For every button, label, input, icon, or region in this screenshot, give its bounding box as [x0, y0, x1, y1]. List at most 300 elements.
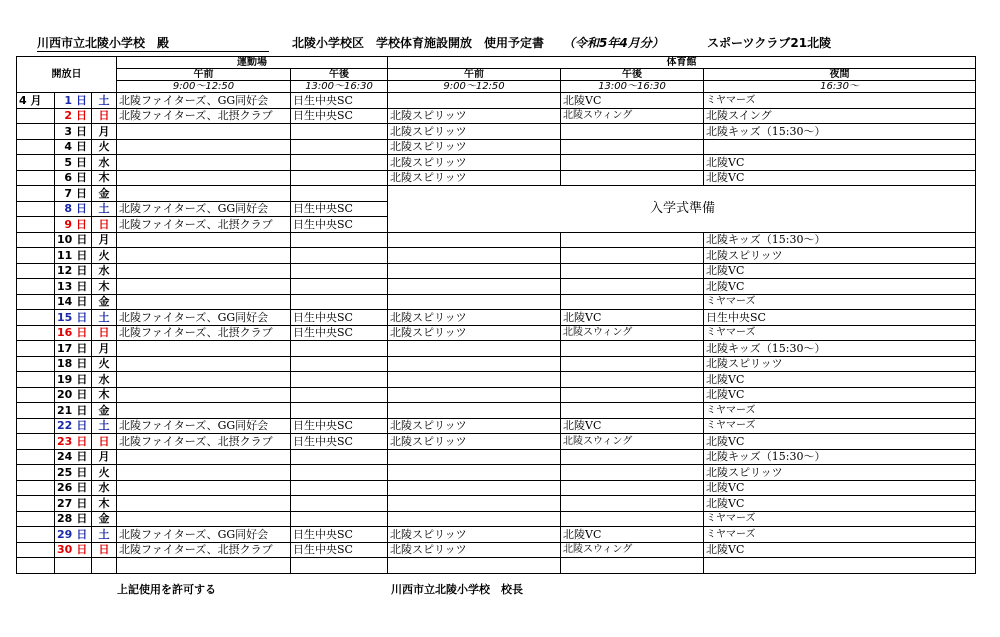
day-suffix: 日	[76, 527, 88, 541]
gym-night-cell: ミヤマーズ	[704, 527, 976, 543]
weekday-cell: 火	[92, 248, 117, 264]
day-number: 25	[57, 465, 73, 479]
gym-night-cell: 北陵VC	[704, 170, 976, 186]
table-row	[17, 449, 976, 465]
month-cell	[17, 139, 55, 155]
weekday-cell: 土	[92, 310, 117, 326]
month-cell	[17, 201, 55, 217]
gym-pm-cell	[561, 139, 704, 155]
gym-am-cell: 北陵スピリッツ	[388, 155, 561, 171]
table-row	[17, 542, 976, 558]
day-cell	[55, 403, 92, 419]
open-day-header: 開放日	[17, 57, 117, 93]
gym-night-cell: 北陵スイング	[704, 108, 976, 124]
gym-pm-cell	[561, 263, 704, 279]
gym-pm-cell	[561, 248, 704, 264]
table-row	[17, 527, 976, 543]
weekday-cell: 水	[92, 480, 117, 496]
gym-pm-cell: 北陵VC	[561, 418, 704, 434]
ground-am-cell	[117, 170, 291, 186]
gym-night-cell	[704, 139, 976, 155]
day-cell	[55, 139, 92, 155]
weekday-cell: 木	[92, 279, 117, 295]
gym-night-cell: ミヤマーズ	[704, 294, 976, 310]
gym-night-cell: 日生中央SC	[704, 310, 976, 326]
gym-am-cell: 北陵スピリッツ	[388, 542, 561, 558]
ground-am-cell: 北陵ファイターズ、北摂クラブ	[117, 325, 291, 341]
month-cell	[17, 310, 55, 326]
gym-am-time: 9:00～12:50	[388, 81, 561, 93]
day-cell	[55, 248, 92, 264]
table-row	[17, 248, 976, 264]
ground-am-cell: 北陵ファイターズ、GG同好会	[117, 310, 291, 326]
ground-pm-cell: 日生中央SC	[291, 418, 388, 434]
weekday-cell: 金	[92, 511, 117, 527]
day-number: 7	[64, 186, 72, 200]
gym-am-cell: 北陵スピリッツ	[388, 170, 561, 186]
gym-am-cell	[388, 465, 561, 481]
gym-night-cell: 北陵VC	[704, 372, 976, 388]
ground-pm-cell	[291, 170, 388, 186]
gym-pm-cell	[561, 341, 704, 357]
ground-am-cell	[117, 248, 291, 264]
weekday-cell: 水	[92, 263, 117, 279]
gym-night-cell: 北陵VC	[704, 155, 976, 171]
ground-pm-cell	[291, 387, 388, 403]
month-cell	[17, 294, 55, 310]
table-row	[17, 480, 976, 496]
table-row	[17, 356, 976, 372]
ground-pm-cell	[291, 139, 388, 155]
ground-pm-cell: 日生中央SC	[291, 217, 388, 233]
gym-pm-cell: 北陵VC	[561, 310, 704, 326]
gym-am-cell	[388, 496, 561, 512]
ground-pm-cell	[291, 248, 388, 264]
gym-pm-cell	[561, 496, 704, 512]
month-cell	[17, 217, 55, 233]
day-number: 27	[57, 496, 73, 510]
day-number: 17	[57, 341, 73, 355]
ground-pm-cell	[291, 155, 388, 171]
gym-am-cell	[388, 387, 561, 403]
day-cell	[55, 294, 92, 310]
day-suffix: 日	[76, 434, 88, 448]
ground-am-cell	[117, 496, 291, 512]
weekday-cell: 日	[92, 542, 117, 558]
ground-am-cell	[117, 372, 291, 388]
day-number: 12	[57, 264, 73, 278]
day-number: 22	[57, 419, 73, 433]
gym-pm-cell: 北陵スウィング	[561, 325, 704, 341]
gym-pm-cell	[561, 294, 704, 310]
gym-pm-cell: 北陵スウィング	[561, 108, 704, 124]
gym-night-cell: 北陵キッズ（15:30～）	[704, 449, 976, 465]
ground-am-cell	[117, 465, 291, 481]
table-row	[17, 418, 976, 434]
day-cell	[55, 124, 92, 140]
empty-cell	[17, 558, 55, 574]
ground-pm-cell	[291, 511, 388, 527]
day-cell	[55, 449, 92, 465]
gym-am-cell	[388, 511, 561, 527]
month-cell: 4 月	[17, 93, 55, 109]
day-cell	[55, 372, 92, 388]
ground-am-cell	[117, 480, 291, 496]
day-number: 9	[64, 217, 72, 231]
weekday-cell: 火	[92, 356, 117, 372]
ground-am-time: 9:00～12:50	[117, 81, 291, 93]
day-number: 29	[57, 527, 73, 541]
table-row	[17, 170, 976, 186]
gym-am-cell	[388, 263, 561, 279]
gym-night-cell: 北陵VC	[704, 263, 976, 279]
gym-pm-header: 午後	[561, 69, 704, 81]
day-suffix: 日	[76, 481, 88, 495]
day-suffix: 日	[76, 202, 87, 216]
day-suffix: 日	[76, 512, 88, 526]
month-cell	[17, 325, 55, 341]
gym-pm-cell	[561, 170, 704, 186]
gym-pm-cell	[561, 449, 704, 465]
month-cell	[17, 496, 55, 512]
day-cell	[55, 93, 92, 109]
ground-am-cell	[117, 294, 291, 310]
month-cell	[17, 186, 55, 202]
table-row	[17, 403, 976, 419]
day-suffix: 日	[76, 217, 87, 231]
day-suffix: 日	[76, 279, 88, 293]
empty-cell	[291, 558, 388, 574]
day-number: 3	[64, 124, 72, 138]
ground-pm-cell	[291, 294, 388, 310]
day-number: 15	[57, 310, 73, 324]
day-cell	[55, 325, 92, 341]
ground-pm-header: 午後	[291, 69, 388, 81]
ground-am-cell: 北陵ファイターズ、GG同好会	[117, 93, 291, 109]
day-number: 16	[57, 326, 73, 340]
weekday-cell: 火	[92, 465, 117, 481]
weekday-cell: 日	[92, 434, 117, 450]
ground-am-header: 午前	[117, 69, 291, 81]
gym-night-cell: ミヤマーズ	[704, 418, 976, 434]
gym-night-cell: ミヤマーズ	[704, 93, 976, 109]
day-suffix: 日	[76, 248, 88, 262]
weekday-cell: 水	[92, 372, 117, 388]
table-row	[17, 325, 976, 341]
day-cell	[55, 387, 92, 403]
day-suffix: 日	[76, 109, 87, 123]
day-cell	[55, 356, 92, 372]
day-suffix: 日	[76, 93, 87, 107]
day-suffix: 日	[76, 419, 88, 433]
gym-am-cell	[388, 93, 561, 109]
ground-pm-cell	[291, 186, 388, 202]
gym-am-cell: 北陵スピリッツ	[388, 527, 561, 543]
gym-pm-cell	[561, 155, 704, 171]
ground-am-cell	[117, 155, 291, 171]
gym-pm-cell: 北陵VC	[561, 527, 704, 543]
day-number: 2	[64, 109, 72, 123]
gym-pm-cell	[561, 356, 704, 372]
gym-night-cell: 北陵キッズ（15:30～）	[704, 232, 976, 248]
day-suffix: 日	[76, 155, 87, 169]
ground-am-cell	[117, 186, 291, 202]
empty-cell	[388, 558, 561, 574]
weekday-cell: 日	[92, 108, 117, 124]
day-suffix: 日	[76, 186, 87, 200]
gym-am-cell	[388, 449, 561, 465]
day-suffix: 日	[76, 403, 88, 417]
ground-pm-cell	[291, 341, 388, 357]
month-cell	[17, 465, 55, 481]
weekday-cell: 土	[92, 201, 117, 217]
gym-am-cell: 北陵スピリッツ	[388, 434, 561, 450]
month-cell	[17, 263, 55, 279]
gym-night-cell: 北陵スピリッツ	[704, 356, 976, 372]
day-number: 18	[57, 357, 73, 371]
table-row	[17, 465, 976, 481]
day-suffix: 日	[76, 310, 88, 324]
day-suffix: 日	[76, 465, 88, 479]
weekday-cell: 金	[92, 294, 117, 310]
period-label: （令和5年4月分）	[563, 36, 664, 50]
month-cell	[17, 372, 55, 388]
table-row	[17, 232, 976, 248]
gym-pm-cell: 北陵スウィング	[561, 542, 704, 558]
weekday-cell: 木	[92, 387, 117, 403]
day-number: 6	[64, 171, 72, 185]
weekday-cell: 土	[92, 93, 117, 109]
month-cell	[17, 527, 55, 543]
ground-am-cell	[117, 403, 291, 419]
day-suffix: 日	[76, 341, 88, 355]
table-row	[17, 496, 976, 512]
day-cell	[55, 542, 92, 558]
ground-pm-cell: 日生中央SC	[291, 434, 388, 450]
gym-am-cell	[388, 341, 561, 357]
ground-pm-cell: 日生中央SC	[291, 108, 388, 124]
day-cell	[55, 263, 92, 279]
gym-pm-cell	[561, 465, 704, 481]
weekday-cell: 月	[92, 124, 117, 140]
gym-pm-cell	[561, 511, 704, 527]
ground-am-cell	[117, 341, 291, 357]
day-suffix: 日	[76, 264, 88, 278]
gym-pm-cell: 北陵VC	[561, 93, 704, 109]
day-cell	[55, 341, 92, 357]
day-cell	[55, 170, 92, 186]
ground-pm-cell	[291, 372, 388, 388]
weekday-cell: 月	[92, 341, 117, 357]
table-row	[17, 511, 976, 527]
gym-pm-cell	[561, 279, 704, 295]
ground-am-cell	[117, 449, 291, 465]
gym-night-cell: 北陵VC	[704, 434, 976, 450]
day-cell	[55, 186, 92, 202]
day-number: 20	[57, 388, 73, 402]
weekday-cell: 日	[92, 325, 117, 341]
day-number: 8	[64, 202, 72, 216]
day-cell	[55, 480, 92, 496]
gym-night-cell: 北陵VC	[704, 542, 976, 558]
day-suffix: 日	[76, 326, 88, 340]
day-number: 14	[57, 295, 73, 309]
gym-header: 体育館	[388, 57, 976, 69]
ground-pm-cell	[291, 449, 388, 465]
day-cell	[55, 418, 92, 434]
weekday-cell: 月	[92, 449, 117, 465]
table-row-empty	[17, 558, 976, 574]
table-row	[17, 434, 976, 450]
ground-am-cell: 北陵ファイターズ、GG同好会	[117, 418, 291, 434]
gym-pm-cell	[561, 124, 704, 140]
weekday-cell: 土	[92, 527, 117, 543]
gym-night-cell: 北陵キッズ（15:30～）	[704, 341, 976, 357]
gym-am-cell: 北陵スピリッツ	[388, 108, 561, 124]
ground-pm-cell: 日生中央SC	[291, 325, 388, 341]
ground-am-cell	[117, 232, 291, 248]
month-cell	[17, 248, 55, 264]
ground-pm-cell	[291, 480, 388, 496]
gym-am-cell	[388, 372, 561, 388]
ground-am-cell	[117, 139, 291, 155]
gym-am-cell	[388, 480, 561, 496]
day-suffix: 日	[76, 295, 88, 309]
month-cell	[17, 542, 55, 558]
day-suffix: 日	[76, 233, 88, 247]
ground-pm-time: 13:00～16:30	[291, 81, 388, 93]
ground-pm-cell	[291, 465, 388, 481]
empty-cell	[117, 558, 291, 574]
ground-am-cell: 北陵ファイターズ、北摂クラブ	[117, 217, 291, 233]
ground-am-cell	[117, 124, 291, 140]
day-number: 26	[57, 481, 73, 495]
gym-night-time: 16:30～	[704, 81, 976, 93]
gym-pm-cell	[561, 403, 704, 419]
day-number: 24	[57, 450, 73, 464]
gym-pm-time: 13:00～16:30	[561, 81, 704, 93]
day-number: 30	[57, 543, 73, 557]
day-cell	[55, 201, 92, 217]
ground-am-cell: 北陵ファイターズ、北摂クラブ	[117, 542, 291, 558]
gym-am-cell: 北陵スピリッツ	[388, 310, 561, 326]
gym-am-cell	[388, 248, 561, 264]
ground-am-cell: 北陵ファイターズ、GG同好会	[117, 201, 291, 217]
ground-pm-cell	[291, 124, 388, 140]
gym-night-cell: 北陵スピリッツ	[704, 248, 976, 264]
weekday-cell: 木	[92, 170, 117, 186]
ground-am-cell: 北陵ファイターズ、北摂クラブ	[117, 108, 291, 124]
table-row	[17, 341, 976, 357]
document-title: 北陵小学校区 学校体育施設開放 使用予定書	[292, 36, 545, 50]
day-suffix: 日	[76, 357, 88, 371]
day-cell	[55, 232, 92, 248]
day-number: 11	[57, 248, 73, 262]
ground-header: 運動場	[117, 57, 388, 69]
month-cell	[17, 108, 55, 124]
month-cell	[17, 511, 55, 527]
gym-merged-note: 入学式準備	[388, 186, 976, 233]
month-cell	[17, 480, 55, 496]
weekday-cell: 火	[92, 139, 117, 155]
day-number: 19	[57, 372, 73, 386]
month-cell	[17, 356, 55, 372]
day-suffix: 日	[76, 124, 87, 138]
weekday-cell: 金	[92, 186, 117, 202]
club-name: スポーツクラブ21北陵	[707, 36, 832, 50]
gym-am-cell	[388, 232, 561, 248]
weekday-cell: 水	[92, 155, 117, 171]
day-suffix: 日	[76, 543, 88, 557]
schedule-body	[17, 93, 976, 574]
month-cell	[17, 341, 55, 357]
month-cell	[17, 387, 55, 403]
ground-pm-cell	[291, 232, 388, 248]
day-cell	[55, 217, 92, 233]
table-row	[17, 155, 976, 171]
table-row	[17, 310, 976, 326]
table-row	[17, 372, 976, 388]
day-cell	[55, 465, 92, 481]
gym-pm-cell	[561, 387, 704, 403]
ground-pm-cell: 日生中央SC	[291, 542, 388, 558]
gym-night-cell: 北陵VC	[704, 496, 976, 512]
day-cell	[55, 434, 92, 450]
ground-pm-cell: 日生中央SC	[291, 201, 388, 217]
day-number: 1	[64, 93, 72, 107]
table-row	[17, 294, 976, 310]
table-row	[17, 387, 976, 403]
day-suffix: 日	[76, 140, 87, 154]
ground-pm-cell	[291, 263, 388, 279]
gym-night-cell: 北陵VC	[704, 480, 976, 496]
gym-am-cell: 北陵スピリッツ	[388, 418, 561, 434]
day-number: 5	[64, 155, 72, 169]
month-cell	[17, 124, 55, 140]
day-suffix: 日	[76, 450, 88, 464]
ground-am-cell	[117, 356, 291, 372]
gym-night-cell: 北陵VC	[704, 387, 976, 403]
ground-am-cell	[117, 511, 291, 527]
ground-pm-cell	[291, 279, 388, 295]
month-cell	[17, 434, 55, 450]
gym-night-cell: 北陵キッズ（15:30～）	[704, 124, 976, 140]
day-cell	[55, 496, 92, 512]
day-suffix: 日	[76, 496, 88, 510]
month-cell	[17, 279, 55, 295]
gym-am-cell	[388, 294, 561, 310]
empty-cell	[561, 558, 704, 574]
month-cell	[17, 232, 55, 248]
empty-cell	[55, 558, 92, 574]
day-suffix: 日	[76, 388, 88, 402]
gym-night-cell: 北陵VC	[704, 279, 976, 295]
table-row	[17, 93, 976, 109]
gym-pm-cell	[561, 480, 704, 496]
day-cell	[55, 279, 92, 295]
table-row	[17, 108, 976, 124]
gym-am-header: 午前	[388, 69, 561, 81]
ground-pm-cell: 日生中央SC	[291, 310, 388, 326]
weekday-cell: 土	[92, 418, 117, 434]
month-cell	[17, 449, 55, 465]
month-cell	[17, 403, 55, 419]
weekday-cell: 日	[92, 217, 117, 233]
ground-pm-cell: 日生中央SC	[291, 93, 388, 109]
day-number: 10	[57, 233, 73, 247]
day-number: 21	[57, 403, 73, 417]
ground-pm-cell	[291, 496, 388, 512]
